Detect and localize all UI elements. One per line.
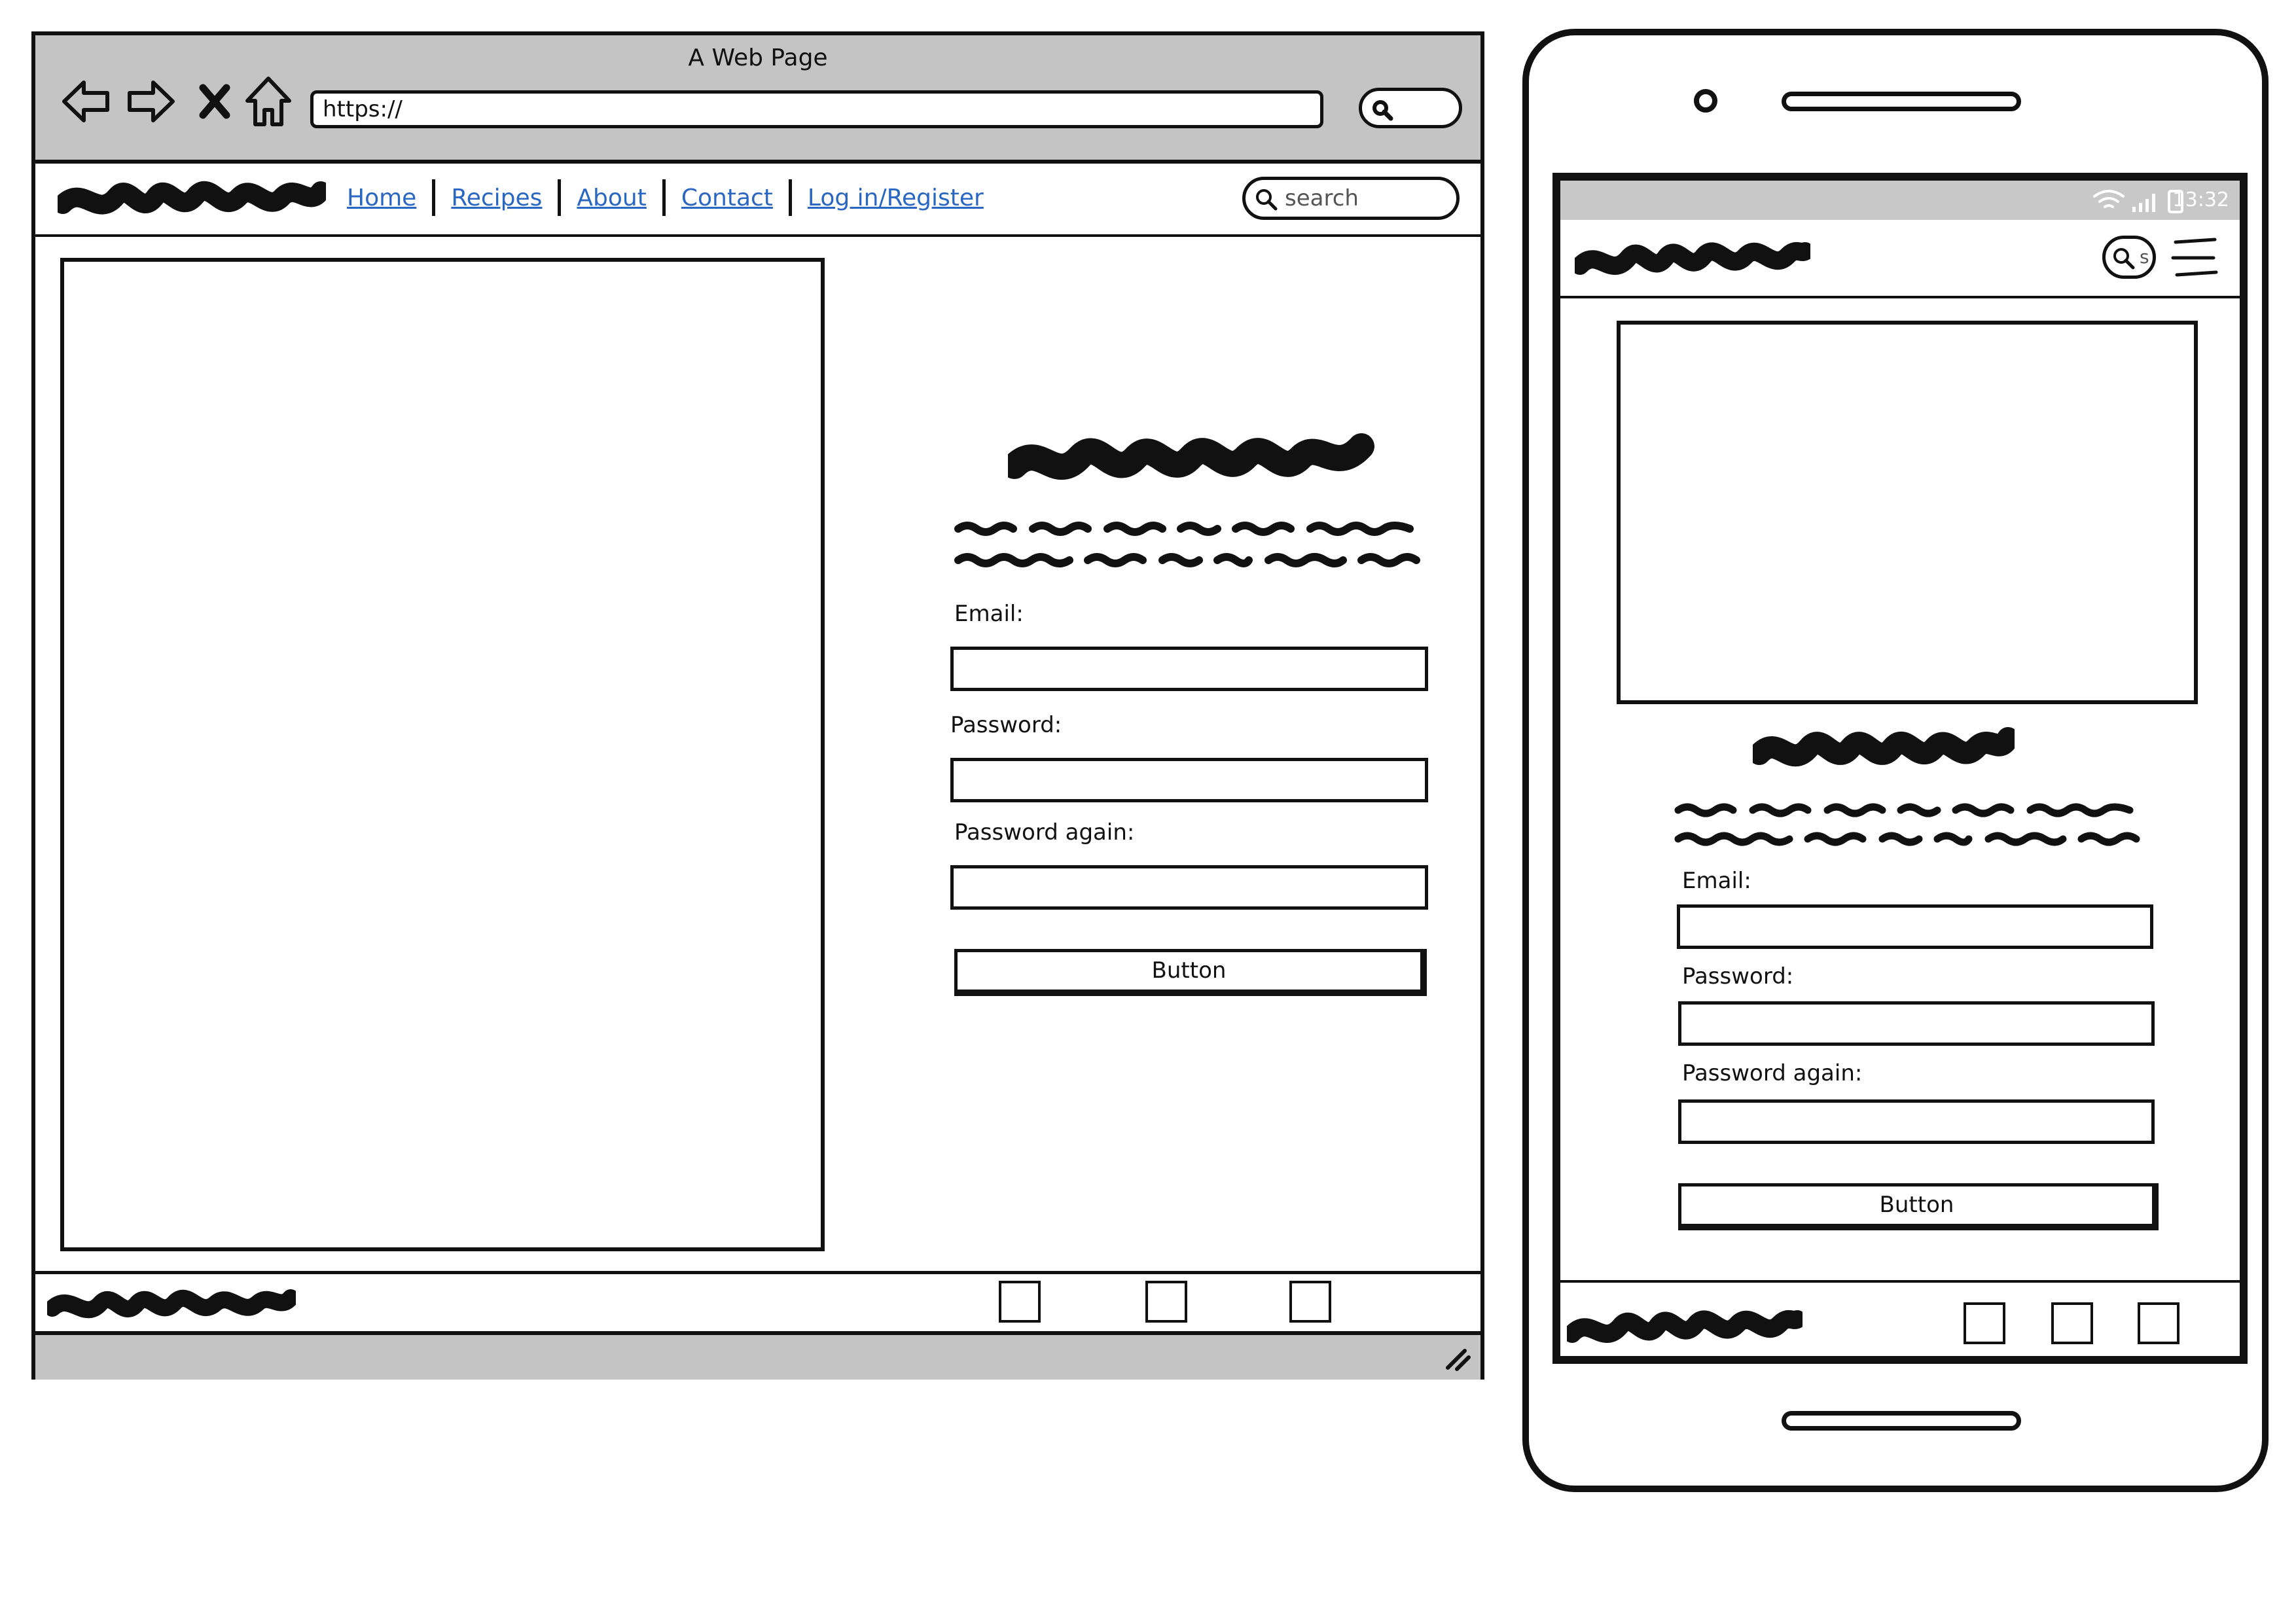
- password-again-label: Password again:: [1682, 1060, 1863, 1086]
- logo-scribble: [1575, 234, 1810, 287]
- logo-scribble: [47, 1283, 296, 1327]
- window-title: A Web Page: [688, 45, 828, 71]
- footer-square-1[interactable]: [999, 1281, 1041, 1323]
- password-again-field[interactable]: [1678, 1099, 2155, 1144]
- site-header: [35, 168, 1480, 237]
- forward-icon[interactable]: [124, 72, 177, 131]
- nav-link-recipes[interactable]: Recipes: [451, 184, 543, 211]
- footer-square-2[interactable]: [2051, 1302, 2093, 1344]
- site-footer: [35, 1271, 1480, 1335]
- home-button[interactable]: [1782, 1411, 2021, 1431]
- password-label: Password:: [1682, 963, 1794, 990]
- nav-link-contact[interactable]: Contact: [681, 184, 773, 211]
- nav-separator: [662, 179, 666, 216]
- phone-device: [1522, 29, 2269, 1492]
- search-icon: [2112, 247, 2136, 270]
- password-again-field[interactable]: [950, 865, 1428, 910]
- nav-link-about[interactable]: About: [577, 184, 647, 211]
- email-field[interactable]: [1677, 904, 2153, 949]
- logo-scribble: [58, 174, 326, 226]
- heading-scribble: [1008, 420, 1374, 499]
- text-scribble: [954, 510, 1426, 582]
- text-scribble: [1674, 793, 2145, 859]
- browser-status-bar: [35, 1335, 1480, 1380]
- nav-separator: [789, 179, 792, 216]
- phone-search-text: s: [2140, 246, 2149, 268]
- password-again-label: Password again:: [954, 819, 1135, 846]
- heading-scribble: [1753, 719, 2015, 777]
- email-field[interactable]: [950, 647, 1428, 691]
- signal-icon: [2132, 194, 2155, 212]
- phone-header: [1560, 220, 2240, 298]
- logo-scribble: [1567, 1302, 1803, 1355]
- back-icon[interactable]: [60, 72, 113, 131]
- image-placeholder: [60, 258, 825, 1251]
- menu-icon[interactable]: [2170, 236, 2220, 281]
- footer-square-1[interactable]: [1964, 1302, 2005, 1344]
- search-placeholder: search: [1285, 185, 1359, 211]
- password-field[interactable]: [1678, 1001, 2155, 1046]
- url-input[interactable]: https://: [310, 90, 1323, 128]
- email-label: Email:: [1682, 868, 1751, 894]
- url-search-button[interactable]: [1359, 88, 1462, 128]
- phone-footer: [1560, 1280, 2240, 1366]
- battery-icon: [2169, 191, 2182, 212]
- submit-button[interactable]: Button: [1678, 1183, 2159, 1230]
- search-icon: [1371, 99, 1393, 121]
- status-time: 13:32: [2172, 188, 2229, 211]
- resize-grip-icon[interactable]: [1443, 1346, 1471, 1372]
- phone-search-button[interactable]: [2102, 236, 2156, 279]
- footer-square-3[interactable]: [2138, 1302, 2179, 1344]
- main-nav: [347, 179, 984, 216]
- nav-separator: [558, 179, 561, 216]
- search-icon: [1255, 188, 1278, 211]
- nav-link-home[interactable]: Home: [347, 184, 417, 211]
- email-label: Email:: [954, 601, 1024, 627]
- password-field[interactable]: [950, 758, 1428, 802]
- footer-square-2[interactable]: [1145, 1281, 1187, 1323]
- browser-window: [31, 31, 1484, 1380]
- nav-separator: [432, 179, 435, 216]
- footer-square-3[interactable]: [1289, 1281, 1331, 1323]
- nav-link-login-register[interactable]: Log in/Register: [807, 184, 984, 211]
- password-label: Password:: [950, 712, 1062, 738]
- close-icon[interactable]: [194, 72, 236, 131]
- phone-screen: [1552, 173, 2248, 1364]
- wifi-icon: [2090, 187, 2189, 213]
- submit-button[interactable]: Button: [954, 949, 1427, 996]
- phone-image-placeholder: [1617, 321, 2198, 704]
- camera-dot: [1694, 89, 1717, 113]
- home-icon[interactable]: [243, 72, 293, 131]
- phone-status-bar: [1560, 181, 2240, 220]
- site-search-input[interactable]: [1242, 177, 1460, 220]
- browser-chrome: [35, 35, 1480, 164]
- speaker-slot: [1782, 92, 2021, 111]
